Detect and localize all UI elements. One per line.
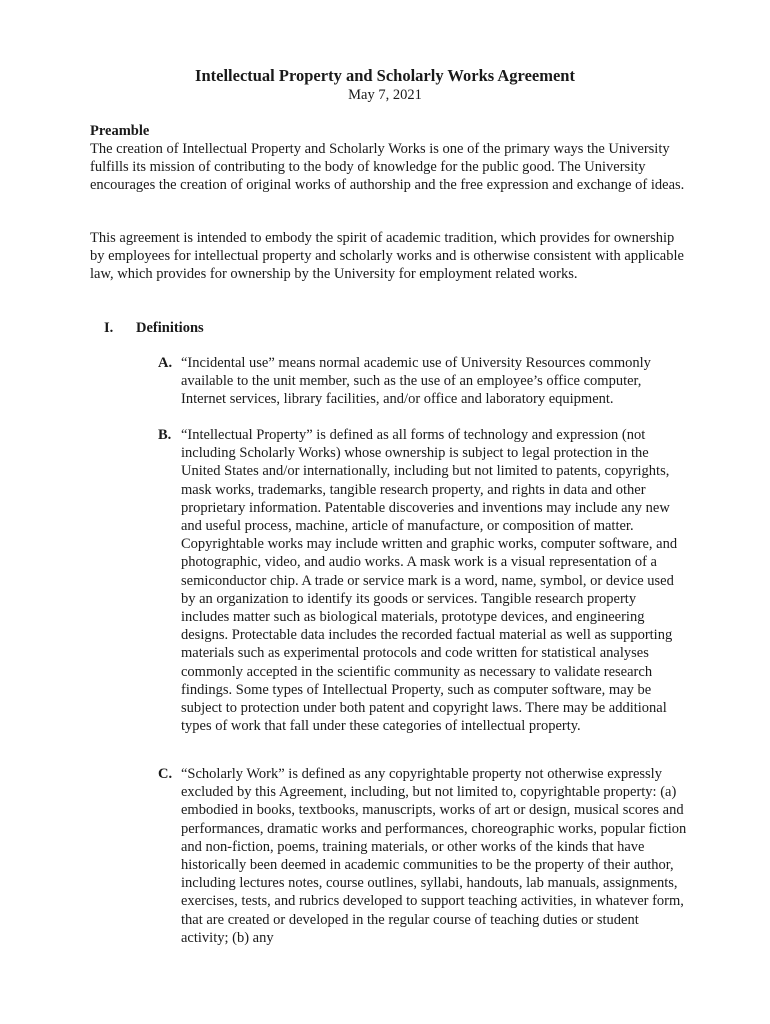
preamble-heading: Preamble xyxy=(90,123,150,139)
definition-text: “Incidental use” means normal academic use of University Resources commonly available to the unit member, such as the use of an employee’s office computer, Internet services, library facilities, and/or office and laboratory equipment. xyxy=(181,355,651,408)
definition-text: “Intellectual Property” is defined as all forms of technology and expression (not including Scholarly Works) whose ownership is subject to legal protection in the United States and/or internationally, including but not limited to patents, copyrights, mask works, trademarks, tangible research property, and rights in data and other proprietary information. Patentable discoveries and inventions may include any new and useful process, machine, article of manufacture, or composition of matter. Copyrightable works may include written and graphic works, computer software, and photographic, video, and audio works. A mask work is a visual representation of a semiconductor chip. A trade or service mark is a word, name, symbol, or device used by an organization to identify its goods or services. Tangible research property includes matter such as biological materials, prototype devices, and engineering designs. Protectable data includes the recorded factual material as well as supporting materials such as experimental protocols and code written for statistical analyses commonly accepted in the scientific community as necessary to validate research findings. Some types of Intellectual Property, such as computer software, may be subject to protection under both patent and copyright laws. There may be additional types of work that fall under these categories of intellectual property. xyxy=(181,427,678,735)
definition-label: B. xyxy=(158,427,172,443)
definition-label: A. xyxy=(158,355,173,371)
definition-item xyxy=(158,765,688,947)
document-date: May 7, 2021 xyxy=(348,87,422,103)
document-title: Intellectual Property and Scholarly Works Agreement xyxy=(195,66,575,85)
preamble-paragraph: The creation of Intellectual Property and Scholarly Works is one of the primary ways the University fulfills its mission of contributing to the body of knowledge for the public good. The University encourages the creation of original works of authorship and the free expression and exchange of ideas. xyxy=(90,141,685,194)
preamble-paragraph: This agreement is intended to embody the spirit of academic tradition, which provides for ownership by employees for intellectual property and scholarly works and is otherwise consistent with applicable law, which provides for ownership by the University for employment related works. xyxy=(90,230,684,283)
definition-item xyxy=(158,426,688,735)
section-number: I. xyxy=(104,320,114,336)
definition-text: “Scholarly Work” is defined as any copyrightable property not otherwise expressly excluded by this Agreement, including, but not limited to, copyrightable property: (a) embodied in books, textbooks, manuscripts, works of art or design, musical scores and performances, dramatic works and performances, choreographic works, popular fiction and non-fiction, poems, training materials, or other works of the kinds that have historically been deemed in academic communities to be the property of their author, including lectures notes, course outlines, syllabi, handouts, lab manuals, assignments, exercises, tests, and rubrics developed to support teaching activities, in whatever form, that are created or developed in the regular course of teaching duties or student activity; (b) any xyxy=(181,766,687,946)
definition-item xyxy=(158,354,688,409)
section-title: Definitions xyxy=(136,320,204,336)
definition-label: C. xyxy=(158,766,173,782)
